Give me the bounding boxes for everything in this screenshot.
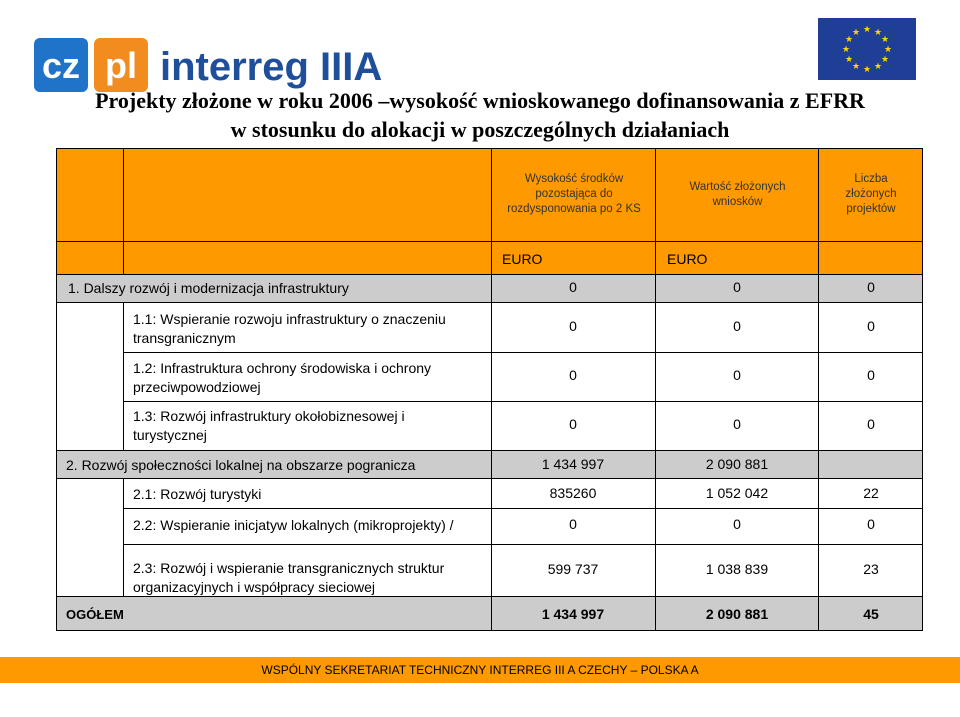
grid-line bbox=[818, 148, 819, 630]
row-1-1-v2: 0 bbox=[733, 318, 741, 334]
header-col-remaining: Wysokość środków pozostająca do rozdysponowania po 2 KS bbox=[507, 173, 641, 215]
row-1-2-v3: 0 bbox=[867, 367, 875, 383]
row-2-3-v1: 599 737 bbox=[547, 561, 599, 577]
grid-line bbox=[123, 148, 124, 274]
svg-text:★: ★ bbox=[873, 28, 883, 38]
svg-text:★: ★ bbox=[844, 35, 854, 45]
row-1-2-v1: 0 bbox=[569, 367, 577, 383]
row-2-label: 2. Rozwój społeczności lokalnej na obszarze pogranicza bbox=[66, 457, 416, 473]
row-1-v3: 0 bbox=[867, 279, 875, 295]
header-col-submitted-value: Wartość złożonych wniosków bbox=[689, 181, 786, 208]
total-v1: 1 434 997 bbox=[541, 606, 605, 622]
grid-line bbox=[655, 148, 656, 630]
grid-line bbox=[56, 478, 923, 479]
grid-line bbox=[56, 302, 923, 303]
grid-line bbox=[123, 544, 923, 545]
logo-pl: pl bbox=[105, 45, 137, 86]
row-1-label: 1. Dalszy rozwój i modernizacja infrastruktury bbox=[68, 280, 349, 296]
row-1-v2: 0 bbox=[733, 279, 741, 295]
total-v2: 2 090 881 bbox=[705, 606, 769, 622]
unit-euro-1: EURO bbox=[502, 251, 543, 267]
grid-line bbox=[56, 630, 923, 631]
row-2-v1: 1 434 997 bbox=[541, 456, 605, 472]
eu-stars bbox=[818, 18, 916, 80]
row-1-2-label-a: 1.2: Infrastruktura ochrony środowiska i ochrony bbox=[133, 360, 432, 376]
row-2-2-v1: 0 bbox=[569, 516, 577, 532]
logo-cz: cz bbox=[41, 45, 81, 86]
header-band bbox=[56, 148, 923, 274]
grid-line bbox=[56, 450, 923, 451]
row-2-3-v2: 1 038 839 bbox=[705, 561, 769, 577]
row-1-2-label-b: przeciwpowodziowej bbox=[133, 379, 261, 395]
grid-line bbox=[56, 148, 57, 630]
total-band bbox=[56, 596, 923, 630]
grid-line bbox=[491, 148, 492, 630]
row-2-v2: 2 090 881 bbox=[705, 456, 769, 472]
row-2-1-v3: 22 bbox=[863, 485, 879, 501]
grid-line bbox=[123, 508, 923, 509]
grid-line bbox=[56, 274, 923, 275]
row-1-3-v3: 0 bbox=[867, 416, 875, 432]
grid-line bbox=[123, 478, 124, 596]
row-2-1-label: 2.1: Rozwój turystyki bbox=[133, 486, 262, 502]
row-1-1-label-a: 1.1: Wspieranie rozwoju infrastruktury o znaczeniu bbox=[133, 311, 446, 327]
footer-text: WSPÓLNY SEKRETARIAT TECHNICZNY INTERREG III A CZECHY – POLSKA A bbox=[261, 663, 699, 677]
grid-line bbox=[123, 352, 923, 353]
grid-line bbox=[123, 401, 923, 402]
page-title bbox=[40, 86, 920, 144]
svg-text:★: ★ bbox=[851, 28, 861, 38]
row-2-3-v3: 23 bbox=[863, 561, 879, 577]
svg-text:★: ★ bbox=[873, 62, 883, 72]
svg-text:★: ★ bbox=[880, 35, 890, 45]
row-2-1-v1: 835260 bbox=[549, 485, 597, 501]
eu-flag-icon bbox=[818, 18, 916, 80]
row-2-3-label-b: organizacyjnych i współpracy sieciowej bbox=[133, 579, 375, 595]
row-2-2-v3: 0 bbox=[867, 516, 875, 532]
row-1-v1: 0 bbox=[569, 279, 577, 295]
svg-text:★: ★ bbox=[841, 45, 851, 55]
total-label: OGÓŁEM bbox=[66, 607, 124, 622]
row-2-2-v2: 0 bbox=[733, 516, 741, 532]
row-2-2-label: 2.2: Wspieranie inicjatyw lokalnych (mikroprojekty) / bbox=[133, 517, 454, 533]
svg-text:★: ★ bbox=[883, 45, 893, 55]
row-1-2-v2: 0 bbox=[733, 367, 741, 383]
svg-text:★: ★ bbox=[844, 55, 854, 65]
grid-line bbox=[56, 241, 923, 242]
svg-text:★: ★ bbox=[880, 55, 890, 65]
title-line-1: Projekty złożone w roku 2006 –wysokość wnioskowanego dofinansowania z EFRR bbox=[95, 88, 865, 113]
row-1-3-v2: 0 bbox=[733, 416, 741, 432]
total-v3: 45 bbox=[863, 606, 879, 622]
grid-line bbox=[56, 596, 923, 597]
svg-text:★: ★ bbox=[862, 25, 872, 35]
row-2-3-label-a: 2.3: Rozwój i wspieranie transgranicznych struktur bbox=[133, 560, 445, 576]
svg-text:★: ★ bbox=[851, 62, 861, 72]
grid-line bbox=[56, 148, 923, 149]
unit-euro-2: EURO bbox=[667, 251, 708, 267]
title-line-2: w stosunku do alokacji w poszczególnych działaniach bbox=[230, 117, 730, 142]
row-1-1-label-b: transgranicznym bbox=[133, 330, 236, 346]
grid-line bbox=[922, 148, 923, 630]
header-col-project-count: Liczba złożonych projektów bbox=[845, 173, 897, 215]
row-1-3-label-b: turystycznej bbox=[133, 427, 207, 443]
row-2-1-v2: 1 052 042 bbox=[705, 485, 769, 501]
row-1-3-v1: 0 bbox=[569, 416, 577, 432]
logo-text: interreg IIIA bbox=[160, 45, 383, 89]
row-1-1-v3: 0 bbox=[867, 318, 875, 334]
row-1-3-label-a: 1.3: Rozwój infrastruktury okołobiznesowej i bbox=[133, 408, 405, 424]
grid-line bbox=[123, 302, 124, 450]
svg-text:★: ★ bbox=[862, 65, 872, 75]
row-1-1-v1: 0 bbox=[569, 318, 577, 334]
